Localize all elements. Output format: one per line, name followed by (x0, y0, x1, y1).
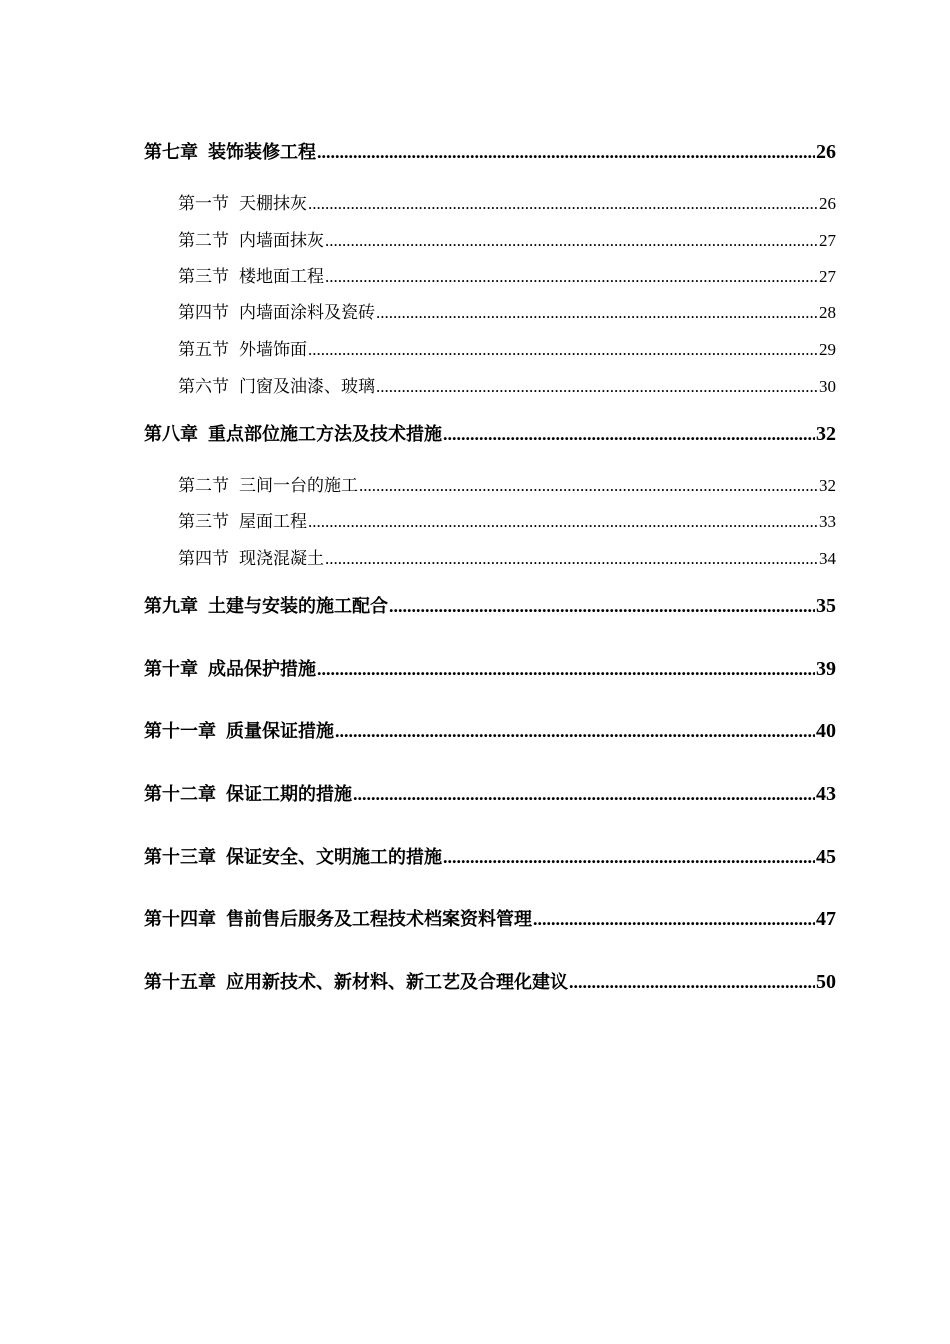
toc-entry-chapter-14[interactable] (144, 905, 836, 931)
toc-entry-title: 楼地面工程 (239, 267, 324, 287)
toc-entry-title: 成品保护措施 (208, 659, 316, 680)
toc-entry-label: 第十一章 (144, 721, 216, 742)
dot-leader (353, 784, 815, 805)
toc-entry-label: 第七章 (144, 142, 198, 163)
toc-entry-page: 39 (816, 658, 836, 680)
toc-entry-label: 第十四章 (144, 909, 216, 930)
toc-entry-title: 内墙面抹灰 (239, 231, 324, 251)
toc-entry-chapter-13[interactable] (144, 843, 836, 869)
toc-entry-title: 门窗及油漆、玻璃 (239, 377, 375, 397)
toc-entry-label: 第十三章 (144, 847, 216, 868)
toc-entry-title: 屋面工程 (239, 512, 307, 532)
toc-entry-chapter-15[interactable] (144, 968, 836, 994)
toc-entry-section[interactable] (178, 372, 836, 397)
toc-entry-label: 第四节 (178, 303, 229, 323)
toc-entry-title: 土建与安装的施工配合 (208, 596, 388, 617)
toc-entry-title: 装饰装修工程 (208, 142, 316, 163)
dot-leader (325, 231, 818, 251)
toc-entry-page: 26 (819, 194, 836, 213)
dot-leader (325, 549, 818, 569)
toc-entry-label: 第八章 (144, 424, 198, 445)
toc-entry-section[interactable] (178, 335, 836, 360)
toc-entry-section[interactable] (178, 226, 836, 251)
toc-entry-chapter-7[interactable] (144, 138, 836, 164)
toc-entry-chapter-12[interactable] (144, 780, 836, 806)
toc-entry-section[interactable] (178, 507, 836, 532)
toc-entry-section[interactable] (178, 471, 836, 496)
toc-entry-page: 33 (819, 512, 836, 531)
dot-leader (308, 194, 818, 214)
dot-leader (359, 476, 818, 496)
toc-entry-title: 天棚抹灰 (239, 194, 307, 214)
toc-entry-page: 43 (816, 783, 836, 805)
toc-entry-page: 26 (816, 141, 836, 163)
toc-entry-label: 第三节 (178, 512, 229, 532)
toc-entry-page: 32 (819, 476, 836, 495)
toc-entry-chapter-9[interactable] (144, 592, 836, 618)
dot-leader (533, 909, 815, 930)
dot-leader (443, 847, 815, 868)
toc-entry-page: 32 (816, 423, 836, 445)
toc-entry-title: 保证安全、文明施工的措施 (226, 847, 442, 868)
dot-leader (308, 512, 818, 532)
toc-entry-page: 35 (816, 595, 836, 617)
toc-entry-page: 45 (816, 846, 836, 868)
toc-entry-label: 第三节 (178, 267, 229, 287)
toc-entry-chapter-11[interactable] (144, 717, 836, 743)
toc-entry-page: 50 (816, 971, 836, 993)
toc-entry-label: 第四节 (178, 549, 229, 569)
dot-leader (376, 303, 818, 323)
toc-entry-chapter-8[interactable] (144, 420, 836, 446)
toc-entry-title: 三间一台的施工 (239, 476, 358, 496)
dot-leader (569, 972, 815, 993)
toc-entry-page: 34 (819, 549, 836, 568)
toc-entry-title: 外墙饰面 (239, 340, 307, 360)
toc-entry-title: 内墙面涂料及瓷砖 (239, 303, 375, 323)
toc-entry-title: 售前售后服务及工程技术档案资料管理 (226, 909, 532, 930)
toc-entry-title: 应用新技术、新材料、新工艺及合理化建议 (226, 972, 568, 993)
toc-entry-section[interactable] (178, 189, 836, 214)
toc-entry-label: 第六节 (178, 377, 229, 397)
toc-entry-page: 27 (819, 267, 836, 286)
dot-leader (443, 424, 815, 445)
toc-entry-chapter-10[interactable] (144, 655, 836, 681)
toc-entry-label: 第一节 (178, 194, 229, 214)
dot-leader (317, 142, 815, 163)
dot-leader (325, 267, 818, 287)
toc-entry-page: 30 (819, 377, 836, 396)
toc-entry-page: 40 (816, 720, 836, 742)
toc-entry-page: 28 (819, 303, 836, 322)
toc-entry-title: 现浇混凝土 (239, 549, 324, 569)
dot-leader (317, 659, 815, 680)
toc-entry-label: 第五节 (178, 340, 229, 360)
toc-entry-section[interactable] (178, 544, 836, 569)
toc-entry-page: 47 (816, 908, 836, 930)
toc-entry-label: 第二节 (178, 476, 229, 496)
toc-entry-label: 第十五章 (144, 972, 216, 993)
toc-entry-title: 质量保证措施 (226, 721, 334, 742)
toc-entry-section[interactable] (178, 262, 836, 287)
toc-entry-title: 保证工期的措施 (226, 784, 352, 805)
dot-leader (308, 340, 818, 360)
toc-entry-section[interactable] (178, 298, 836, 323)
dot-leader (389, 596, 815, 617)
toc-entry-page: 29 (819, 340, 836, 359)
toc-entry-label: 第十章 (144, 659, 198, 680)
toc-entry-page: 27 (819, 231, 836, 250)
toc-entry-label: 第十二章 (144, 784, 216, 805)
toc-entry-label: 第九章 (144, 596, 198, 617)
toc-entry-title: 重点部位施工方法及技术措施 (208, 424, 442, 445)
dot-leader (376, 377, 818, 397)
dot-leader (335, 721, 815, 742)
toc-entry-label: 第二节 (178, 231, 229, 251)
